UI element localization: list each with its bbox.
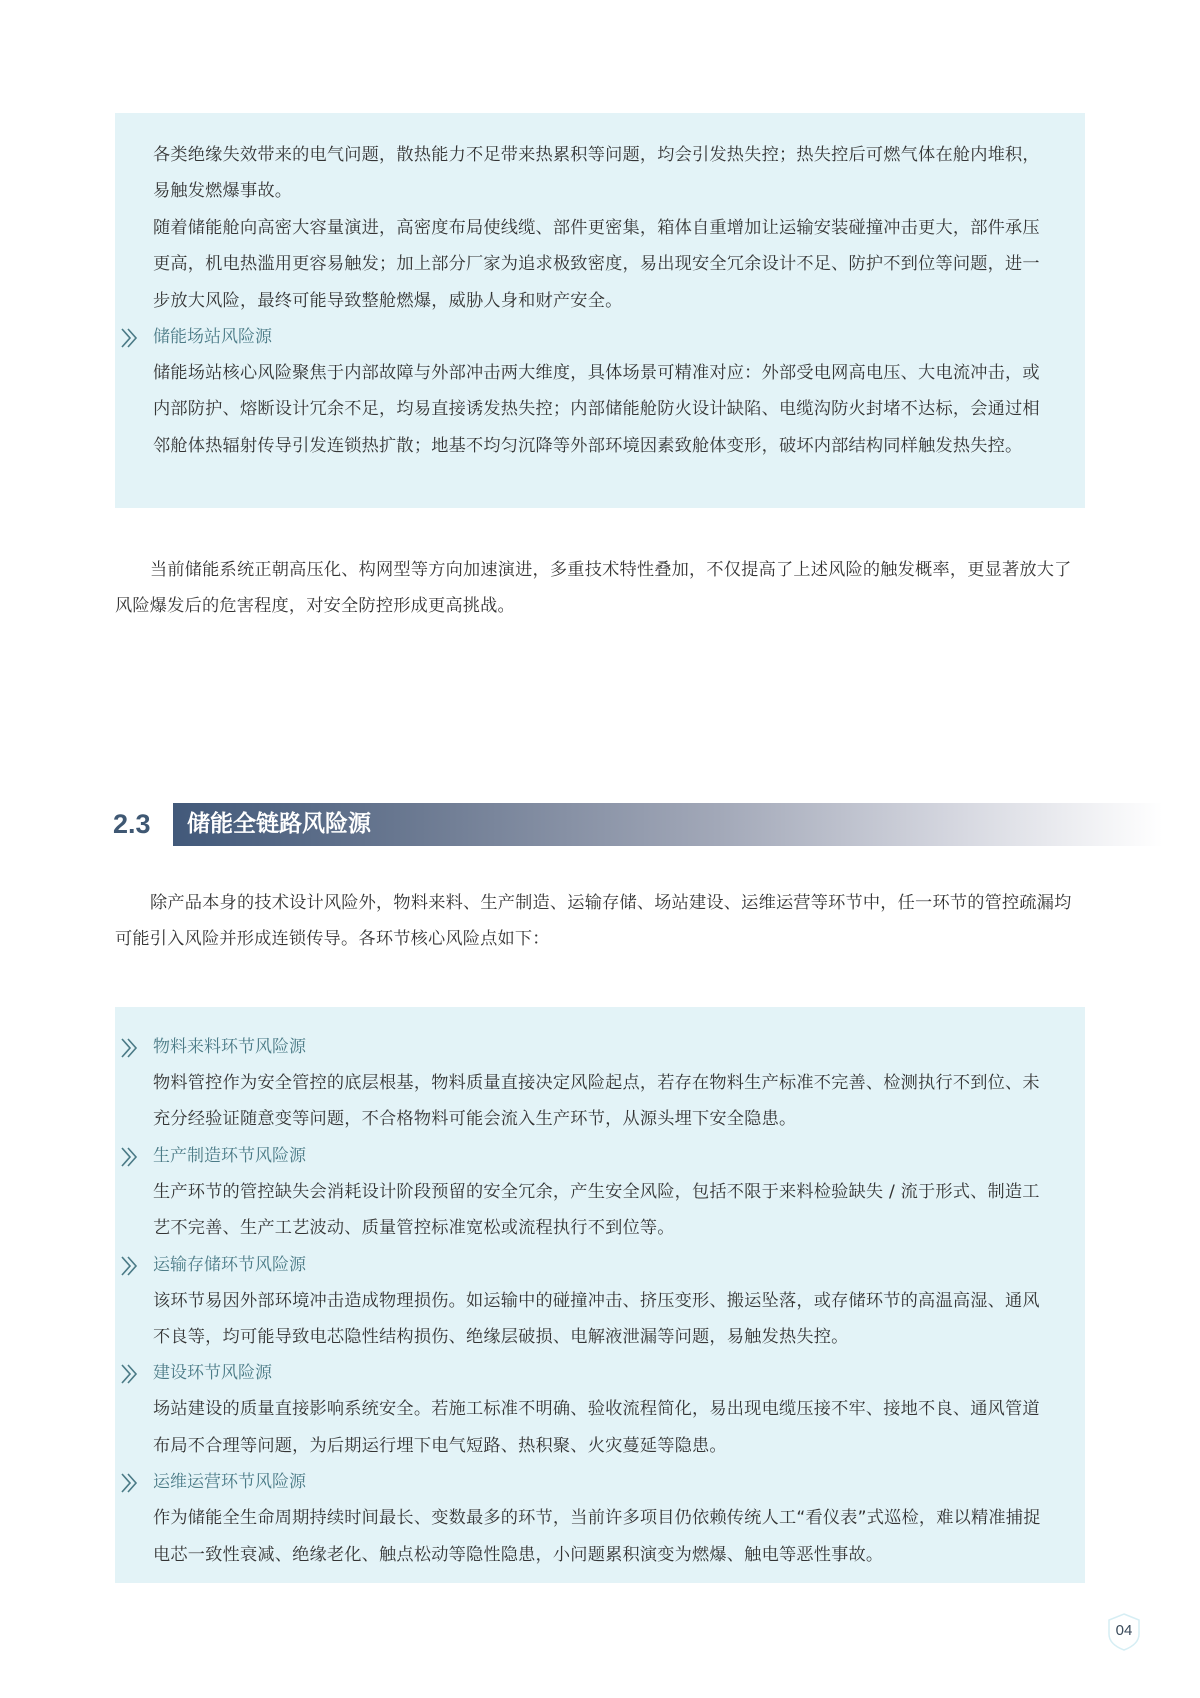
risk-item [153, 1464, 1055, 1573]
section-title: 储能全链路风险源 [187, 811, 371, 837]
subsection-heading [153, 1138, 1055, 1174]
subsection-title: 生产制造环节风险源 [153, 1145, 306, 1166]
page-number: 04 [1115, 1622, 1133, 1639]
subsection-heading [153, 1029, 1055, 1065]
double-chevron-right-icon [119, 1255, 141, 1277]
page-number-badge [1106, 1612, 1142, 1652]
subsection-body: 储能场站核心风险聚焦于内部故障与外部冲击两大维度，具体场景可精准对应：外部受电网高电压、大电流冲击，或内部防护、熔断设计冗余不足，均易直接诱发热失控；内部储能舱防火设计缺陷、电缆沟防火封堵不达标，会通过相邻舱体热辐射传导引发连锁热扩散；地基不均匀沉降等外部环境因素致舱体变形，破坏内部结构同样触发热失控。 [153, 363, 1040, 456]
risk-item [153, 1138, 1055, 1247]
subsection-body: 该环节易因外部环境冲击造成物理损伤。如运输中的碰撞冲击、挤压变形、搬运坠落，或存储环节的高温高湿、通风不良等，均可能导致电芯隐性结构损伤、绝缘层破损、电解液泄漏等问题，易触发热失控。 [153, 1290, 1040, 1348]
risk-item [153, 1029, 1055, 1138]
section-number: 2.3 [113, 809, 151, 839]
subsection-body: 生产环节的管控缺失会消耗设计阶段预留的安全冗余，产生安全风险，包括不限于来料检验缺失 / 流于形式、制造工艺不完善、生产工艺波动、质量管控标准宽松或流程执行不到位等。 [153, 1181, 1040, 1239]
section-intro: 除产品本身的技术设计风险外，物料来料、生产制造、运输存储、场站建设、运维运营等环节中，任一环节的管控疏漏均可能引入风险并形成连锁传导。各环节核心风险点如下： [115, 893, 1072, 950]
subsection-heading [153, 1464, 1055, 1500]
subsection-body: 场站建设的质量直接影响系统安全。若施工标准不明确、验收流程简化，易出现电缆压接不牢、接地不良、通风管道布局不合理等问题，为后期运行埋下电气短路、热积聚、火灾蔓延等隐患。 [153, 1399, 1040, 1456]
double-chevron-right-icon [119, 327, 141, 349]
subsection-title: 物料来料环节风险源 [153, 1037, 306, 1057]
subsection-body: 物料管控作为安全管控的底层根基，物料质量直接决定风险起点，若存在物料生产标准不完善、检测执行不到位、未充分经验证随意变等问题，不合格物料可能会流入生产环节，从源头埋下安全隐患。 [153, 1073, 1040, 1130]
paragraph: 各类绝缘失效带来的电气问题，散热能力不足带来热累积等问题，均会引发热失控；热失控后可燃气体在舱内堆积，易触发燃爆事故。 [153, 145, 1040, 202]
double-chevron-right-icon [119, 1472, 141, 1494]
highlight-box-chain-risks [115, 1007, 1085, 1583]
section-heading [113, 803, 1053, 846]
subsection-heading [153, 319, 1055, 355]
double-chevron-right-icon [119, 1363, 141, 1385]
double-chevron-right-icon [119, 1146, 141, 1168]
double-chevron-right-icon [119, 1037, 141, 1059]
subsection-body: 作为储能全生命周期持续时间最长、变数最多的环节，当前许多项目仍依赖传统人工“看仪表”式巡检，难以精准捕捉电芯一致性衰减、绝缘老化、触点松动等隐性隐患，小问题累积演变为燃爆、触电等恶性事故。 [153, 1508, 1041, 1565]
highlight-box-risk-sources [115, 113, 1085, 508]
risk-item [153, 1355, 1055, 1464]
subsection-title: 运输存储环节风险源 [153, 1254, 306, 1275]
paragraph: 随着储能舱向高密大容量演进，高密度布局使线缆、部件更密集，箱体自重增加让运输安装碰撞冲击更大，部件承压更高，机电热滥用更容易触发；加上部分厂家为追求极致密度，易出现安全冗余设计不足、防护不到位等问题，进一步放大风险，最终可能导致整舱燃爆，威胁人身和财产安全。 [153, 217, 1040, 311]
subsection-heading [153, 1247, 1055, 1283]
subsection-title: 运维运营环节风险源 [153, 1472, 306, 1493]
subsection-title: 储能场站风险源 [153, 327, 272, 348]
risk-item [153, 1247, 1055, 1356]
subsection-title: 建设环节风险源 [153, 1363, 272, 1384]
body-paragraph: 当前储能系统正朝高压化、构网型等方向加速演进，多重技术特性叠加，不仅提高了上述风险的触发概率，更显著放大了风险爆发后的危害程度，对安全防控形成更高挑战。 [115, 560, 1072, 617]
subsection-heading [153, 1355, 1055, 1391]
